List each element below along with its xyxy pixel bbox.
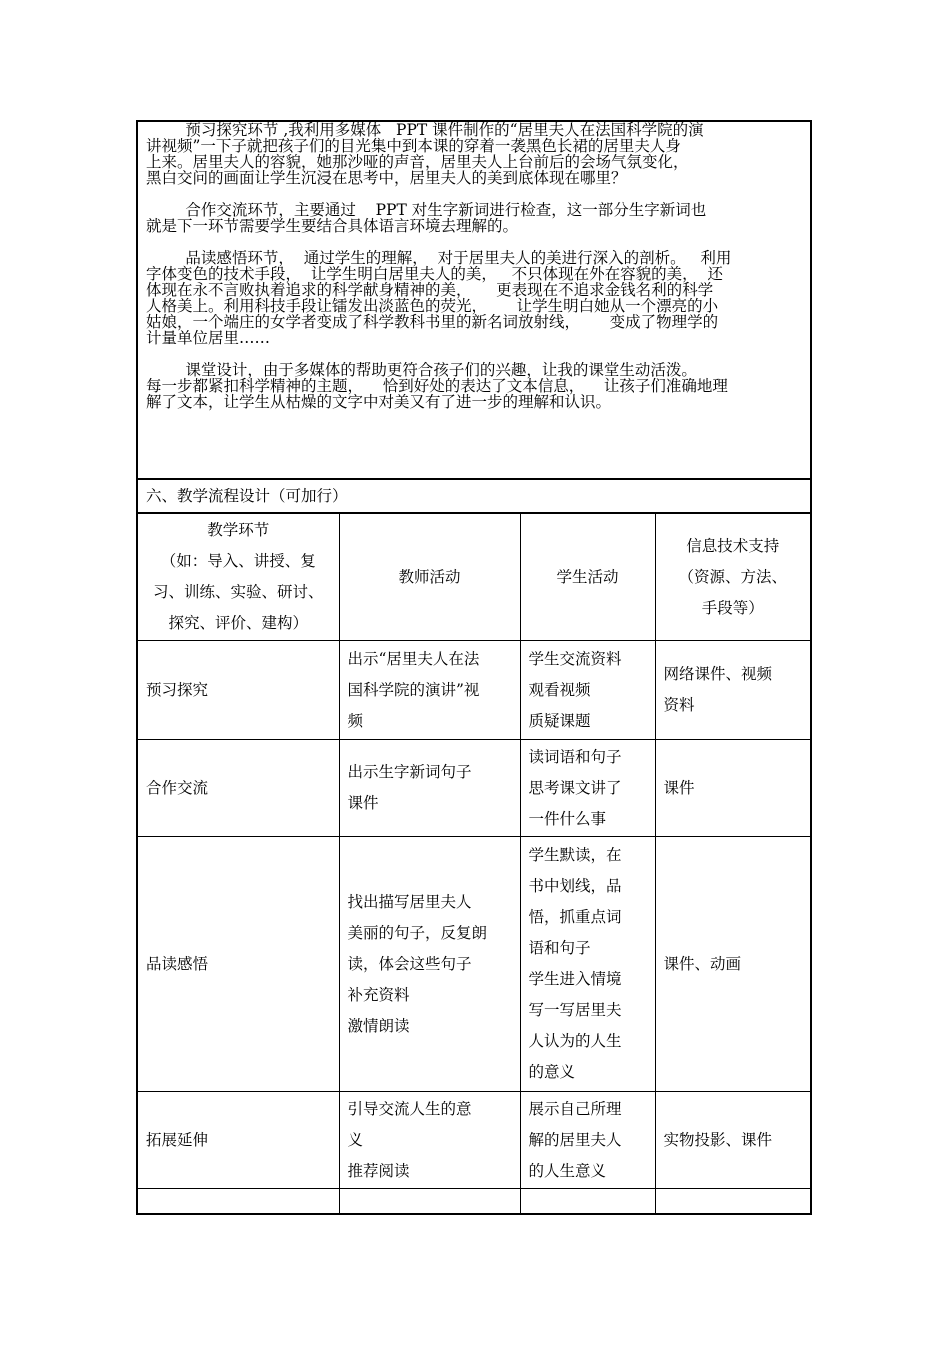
stage-cell: 品读感悟: [138, 837, 339, 1092]
stage-cell: 预习探究: [138, 641, 339, 740]
section-title: 六、教学流程设计（可加行）: [138, 478, 810, 514]
teacher-cell: 出示生字新词句子 课件: [339, 740, 520, 837]
student-cell: 展示自己所理 解的居里夫人 的人生意义: [520, 1092, 655, 1189]
tech-cell: 课件、动画: [655, 837, 810, 1092]
table-row: [138, 641, 810, 740]
empty-cell: [339, 1189, 520, 1214]
student-cell: 学生交流资料 观看视频 质疑课题: [520, 641, 655, 740]
empty-cell: [520, 1189, 655, 1214]
empty-cell: [655, 1189, 810, 1214]
table-header-row: [138, 514, 810, 641]
teacher-cell: 找出描写居里夫人 美丽的句子，反复朗 读，体会这些句子 补充资料 激情朗读: [339, 837, 520, 1092]
table-row: [138, 837, 810, 1092]
teaching-flow-table: [138, 514, 810, 1213]
table-row-empty: [138, 1189, 810, 1214]
tech-cell: 网络课件、视频 资料: [655, 641, 810, 740]
student-cell: 学生默读，在 书中划线，品 悟，抓重点词 语和句子 学生进入情境 写一写居里夫 人认为的人生 的意义: [520, 837, 655, 1092]
stage-cell: 合作交流: [138, 740, 339, 837]
paragraph-reading: 品读感悟环节， 通过学生的理解， 对于居里夫人的美进行深入的剖析。 利用 字体变色的技术手段， 让学生明白居里夫人的美， 不只体现在外在容貌的美， 还 体现在永不言败执着追求的科学献身精神的美， 更表现在不追求金钱名利的科学 人格美上。利用科技手段让镭发出淡蓝色的荧光， 让学生明白她从一个漂亮的小 姑娘，一个端庄的女学者变成了科学教科书里的新名词放射线， 变成了物理学的 计量单位居里……: [146, 249, 732, 347]
reflection-text: [138, 122, 810, 478]
teacher-cell: 引导交流人生的意 义 推荐阅读: [339, 1092, 520, 1189]
header-stage: 教学环节 （如：导入、讲授、复 习、训练、实验、研讨、 探究、评价、建构）: [138, 514, 339, 641]
table-row: [138, 740, 810, 837]
student-cell: 读词语和句子 思考课文讲了 一件什么事: [520, 740, 655, 837]
teacher-cell: 出示“居里夫人在法 国科学院的演讲”视 频: [339, 641, 520, 740]
header-teacher: 教师活动: [339, 514, 520, 641]
paragraph-design: 课堂设计，由于多媒体的帮助更符合孩子们的兴趣，让我的课堂生动活泼。 每一步都紧扣科学精神的主题， 恰到好处的表达了文本信息， 让孩子们准确地理 解了文本，让学生从枯燥的文字中对美又有了进一步的理解和认识。: [146, 361, 728, 411]
header-student: 学生活动: [520, 514, 655, 641]
header-tech: 信息技术支持 （资源、方法、 手段等）: [655, 514, 810, 641]
paragraph-cooperation: 合作交流环节，主要通过 PPT 对生字新词进行检查，这一部分生字新词也 就是下一环节需要学生要结合具体语言环境去理解的。: [146, 201, 707, 235]
stage-cell: 拓展延伸: [138, 1092, 339, 1189]
tech-cell: 课件: [655, 740, 810, 837]
paragraph-preview: 预习探究环节 ,我利用多媒体 PPT 课件制作的“居里夫人在法国科学院的演 讲视频”一下子就把孩子们的目光集中到本课的穿着一袭黑色长裙的居里夫人身 上来。居里夫人的容貌，她那沙哑的声音，居里夫人上台前后的会场气氛变化， 黑白交问的画面让学生沉浸在思考中，居里夫人的美到底体现在哪里？: [146, 121, 704, 187]
document-frame: [136, 120, 812, 1215]
tech-cell: 实物投影、课件: [655, 1092, 810, 1189]
empty-cell: [138, 1189, 339, 1214]
table-row: [138, 1092, 810, 1189]
